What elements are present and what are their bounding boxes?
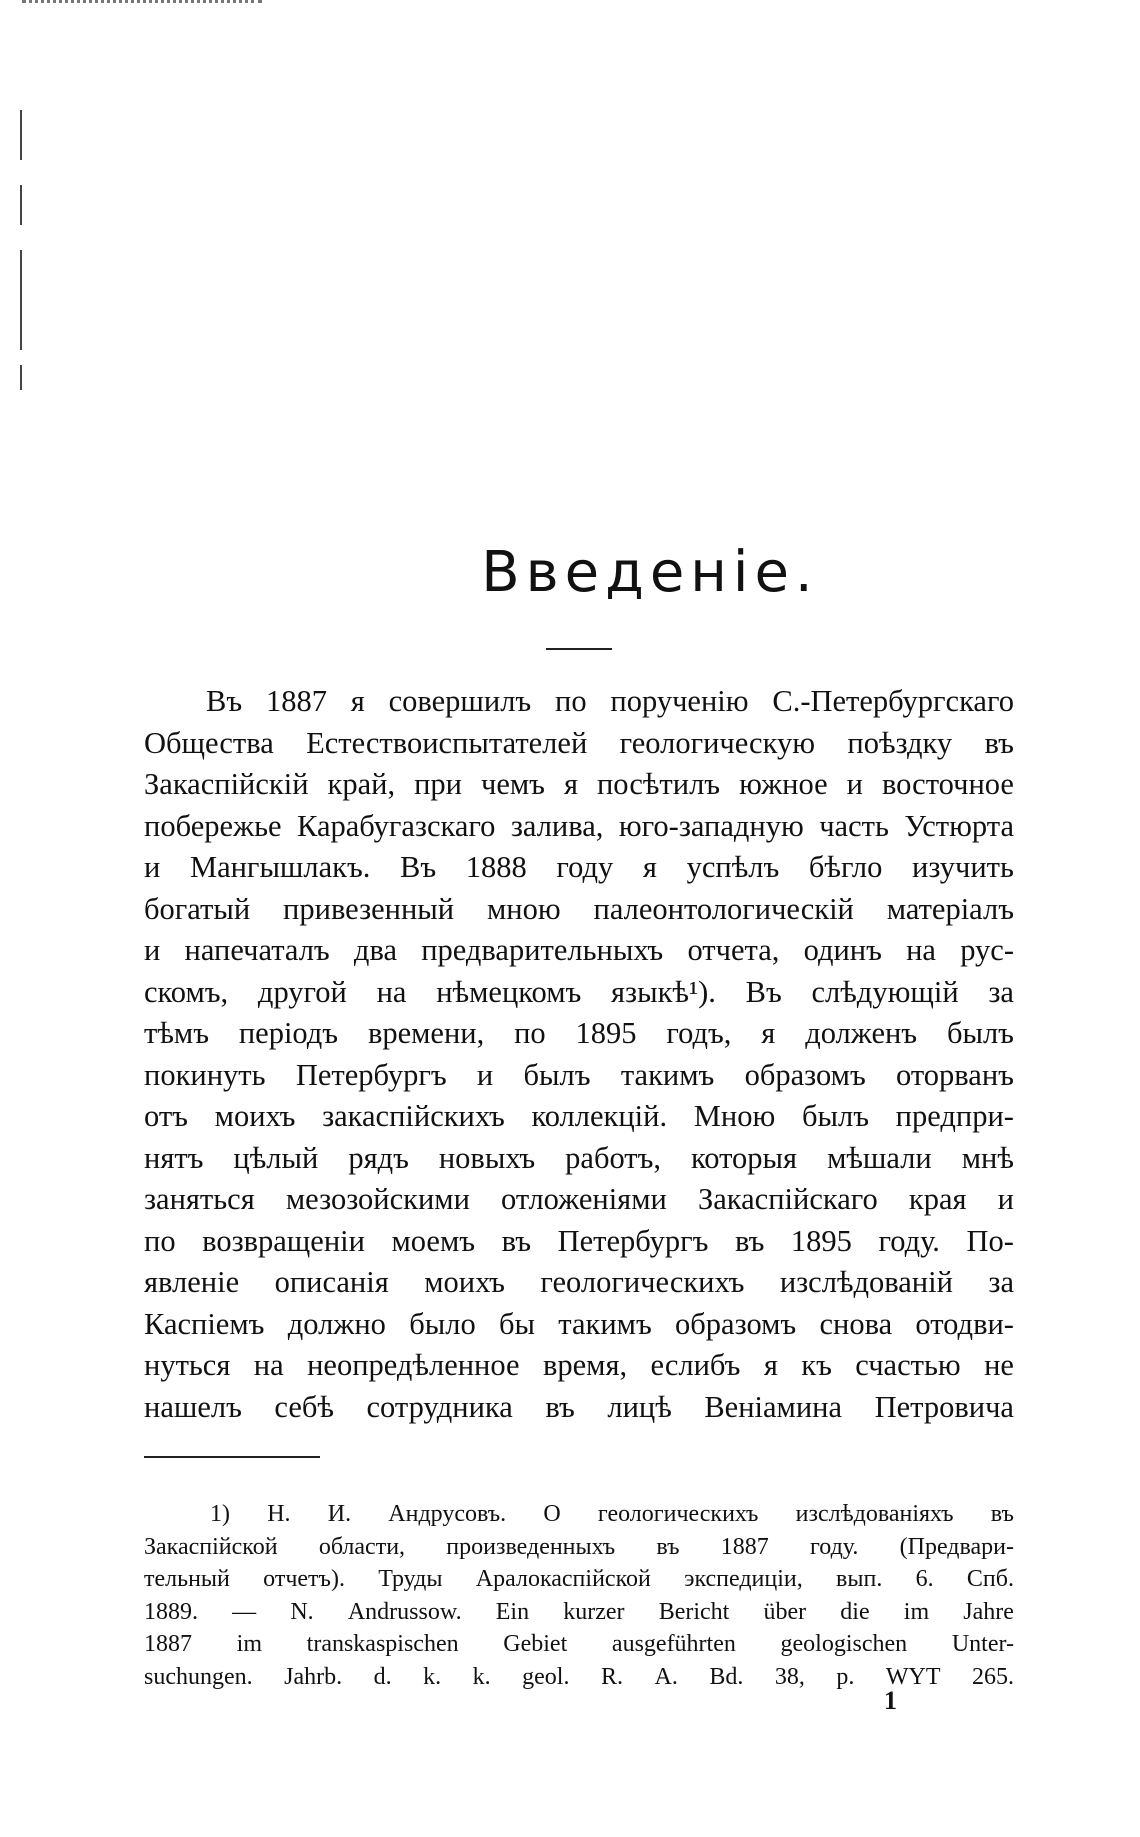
word: вып. <box>836 1566 883 1592</box>
word: С.-Петербургскаго <box>772 684 1014 718</box>
word: Карабугазскаго <box>297 808 496 843</box>
word: 265. <box>972 1663 1014 1690</box>
footnote-line <box>144 1531 1014 1564</box>
word: Въ <box>206 684 243 718</box>
word: Естествоиспытателей <box>306 725 588 760</box>
word: — <box>232 1598 257 1625</box>
word: не <box>984 1348 1014 1382</box>
word: восточное <box>881 767 1014 801</box>
word: цѣлый <box>233 1140 319 1175</box>
word: Устюрта <box>904 808 1014 843</box>
word: въ <box>656 1533 680 1560</box>
word: слѣдующій <box>811 974 959 1009</box>
word: Въ <box>745 974 782 1009</box>
footnote-line <box>144 1498 1014 1531</box>
word: 1887 <box>720 1533 769 1560</box>
word: kurzer <box>563 1598 625 1625</box>
word: описанія <box>274 1265 389 1299</box>
word: Аралокаспійской <box>475 1566 651 1592</box>
footnote-line <box>144 1596 1014 1629</box>
word: Jahre <box>963 1598 1014 1625</box>
title-divider <box>546 648 612 650</box>
text-line <box>144 1387 1014 1429</box>
text-line <box>144 1096 1014 1138</box>
word: закаспійскихъ <box>322 1099 505 1133</box>
word: отъ <box>144 1099 188 1133</box>
scan-left-rule <box>20 185 22 225</box>
word: бѣгло <box>808 850 883 884</box>
word: моихъ <box>214 1099 296 1133</box>
word: изслѣдованій <box>779 1265 953 1299</box>
word: юго-западную <box>618 808 804 843</box>
word: лицѣ <box>607 1389 672 1424</box>
text-line <box>144 1013 1014 1055</box>
word: geologischen <box>780 1631 908 1657</box>
word: k. <box>423 1663 442 1690</box>
text-line <box>144 1304 1014 1346</box>
word: Unter- <box>951 1631 1014 1657</box>
word: нашелъ <box>144 1389 242 1424</box>
word: на <box>376 974 407 1009</box>
word: мѣшали <box>827 1140 932 1175</box>
word: привезенный <box>283 891 455 926</box>
word: поѣздку <box>847 725 953 760</box>
word: году. <box>810 1533 859 1560</box>
word: снова <box>819 1306 893 1341</box>
text-line <box>144 1345 1014 1387</box>
text-line <box>144 681 1014 723</box>
text-line <box>144 930 1014 972</box>
word: Bd. <box>709 1663 744 1690</box>
scan-top-mark <box>22 0 262 9</box>
word: 1895 <box>575 1016 637 1050</box>
word: которыя <box>691 1140 798 1175</box>
word: явленіе <box>144 1265 240 1299</box>
word: я <box>642 850 657 884</box>
word: Закаспійскій <box>144 767 309 801</box>
word: мною <box>487 891 561 926</box>
word: Андрусовъ. <box>388 1501 507 1527</box>
word: совершилъ <box>388 684 532 718</box>
word: должно <box>287 1306 386 1341</box>
word: образомъ <box>744 1057 866 1092</box>
word: изслѣдованіяхъ <box>795 1501 954 1527</box>
word: за <box>988 974 1014 1009</box>
word: геологическихъ <box>597 1501 759 1527</box>
word: край, <box>327 767 396 801</box>
page-title: Введеніе. <box>481 540 819 605</box>
word: произведенныхъ <box>446 1533 616 1560</box>
word: Закаспійской <box>144 1533 278 1560</box>
text-line <box>144 1055 1014 1097</box>
word: въ <box>734 1223 765 1258</box>
footnote-line <box>144 1563 1014 1596</box>
word: Труды <box>378 1566 443 1592</box>
word: и <box>476 1057 494 1092</box>
word: себѣ <box>274 1389 334 1424</box>
word: годъ, <box>666 1016 732 1050</box>
word: p. <box>836 1663 855 1690</box>
word: 1887 <box>265 684 327 718</box>
word: тельный <box>144 1566 230 1592</box>
word: geol. <box>522 1663 570 1690</box>
word: возвращеніи <box>202 1223 365 1258</box>
word: образомъ <box>675 1306 797 1341</box>
word: изучить <box>912 850 1014 884</box>
word: чемъ <box>481 767 545 801</box>
word: моихъ <box>424 1265 505 1299</box>
word: языкѣ¹). <box>611 974 716 1009</box>
word: году. <box>878 1223 940 1258</box>
word: Bericht <box>658 1598 730 1625</box>
word: и <box>846 767 863 801</box>
word: Общества <box>144 725 274 760</box>
word: былъ <box>523 1057 591 1092</box>
word: экспедиціи, <box>684 1566 803 1592</box>
word: въ <box>990 1501 1014 1527</box>
word: и <box>144 933 161 967</box>
text-line <box>144 1179 1014 1221</box>
footnote-line <box>144 1628 1014 1661</box>
word: и <box>997 1182 1014 1216</box>
word: По- <box>966 1223 1014 1258</box>
word: въ <box>984 725 1014 760</box>
word: 1895 <box>790 1223 852 1258</box>
word: О <box>543 1501 561 1527</box>
word: suchungen. <box>144 1663 253 1690</box>
word: я <box>563 767 578 801</box>
word: коллекцій. <box>531 1099 668 1133</box>
word: 1) <box>210 1501 230 1527</box>
word: Каспіемъ <box>144 1306 265 1341</box>
word: N. <box>290 1598 314 1625</box>
word: былъ <box>801 1099 869 1133</box>
scan-left-rule <box>20 110 22 160</box>
word: отчетъ). <box>263 1566 345 1592</box>
word: Закаспійскаго <box>697 1182 878 1216</box>
word: края <box>908 1182 967 1216</box>
word: другой <box>257 974 347 1009</box>
text-line <box>144 723 1014 765</box>
word: 1889. <box>144 1598 198 1625</box>
word: мнѣ <box>961 1140 1014 1175</box>
word: по <box>555 684 587 718</box>
word: новыхъ <box>438 1140 536 1175</box>
word: порученію <box>610 684 749 718</box>
word: über <box>763 1598 807 1625</box>
word: отодви- <box>915 1306 1014 1341</box>
word: бы <box>498 1306 535 1341</box>
word: при <box>414 767 462 801</box>
word: Въ <box>400 850 437 884</box>
word: предпри- <box>895 1099 1014 1133</box>
word: успѣлъ <box>686 850 780 884</box>
word: WYT <box>885 1663 941 1690</box>
word: по <box>514 1016 546 1050</box>
text-line <box>144 972 1014 1014</box>
word: мезозойскими <box>285 1182 470 1216</box>
text-line <box>144 806 1014 848</box>
word: такимъ <box>620 1057 715 1092</box>
text-line <box>144 847 1014 889</box>
word: къ <box>801 1348 832 1382</box>
word: часть <box>819 808 889 843</box>
word: году <box>556 850 614 884</box>
word: Петровича <box>874 1389 1014 1424</box>
word: южное <box>739 767 828 801</box>
word: 1888 <box>465 850 527 884</box>
word: Петербургъ <box>295 1057 447 1092</box>
word: на <box>253 1348 284 1382</box>
word: нуться <box>144 1348 231 1382</box>
word: время, <box>542 1348 628 1382</box>
word: заняться <box>144 1182 255 1216</box>
word: за <box>988 1265 1014 1299</box>
footnote-divider <box>144 1456 320 1458</box>
word: Gebiet <box>503 1631 568 1657</box>
text-line <box>144 1138 1014 1180</box>
text-line <box>144 1221 1014 1263</box>
word: im <box>903 1598 930 1625</box>
word: работъ, <box>565 1140 662 1175</box>
word: Мангышлакъ. <box>189 850 371 884</box>
word: геологическую <box>619 725 816 760</box>
word: и <box>144 850 161 884</box>
word: отложеніями <box>501 1182 667 1216</box>
word: въ <box>501 1223 532 1258</box>
word: я <box>763 1348 778 1382</box>
word: Andrussow. <box>347 1598 462 1625</box>
word: (Предвари- <box>899 1533 1014 1560</box>
word: палеонтологическій <box>593 891 854 926</box>
word: напечаталъ <box>184 933 330 967</box>
body-paragraph <box>144 681 1014 1428</box>
word: счастью <box>855 1348 961 1382</box>
word: die <box>840 1598 870 1625</box>
word: Веніамина <box>704 1389 843 1424</box>
word: на <box>906 933 936 967</box>
word: Н. <box>267 1501 291 1527</box>
word: 6. <box>915 1566 934 1592</box>
word: по <box>144 1223 176 1258</box>
word: скомъ, <box>144 974 229 1009</box>
word: im <box>236 1631 262 1657</box>
word: такимъ <box>558 1306 652 1341</box>
text-line <box>144 889 1014 931</box>
word: было <box>409 1306 476 1341</box>
word: матеріалъ <box>886 891 1014 926</box>
word: A. <box>654 1663 678 1690</box>
word: transkaspischen <box>306 1631 459 1657</box>
word: рядъ <box>348 1140 409 1175</box>
word: Мною <box>693 1099 776 1133</box>
word: Jahrb. <box>284 1663 343 1690</box>
word: долженъ <box>805 1016 918 1050</box>
word: я <box>761 1016 776 1050</box>
word: моемъ <box>391 1223 476 1258</box>
word: ausgeführten <box>611 1631 736 1657</box>
word: R. <box>600 1663 623 1690</box>
word: Спб. <box>966 1566 1014 1592</box>
word: два <box>353 933 397 967</box>
word: одинъ <box>803 933 882 967</box>
word: былъ <box>946 1016 1014 1050</box>
word: посѣтилъ <box>596 767 721 801</box>
word: залива, <box>510 808 604 843</box>
word: я <box>350 684 365 718</box>
page-number: 1 <box>884 1686 897 1715</box>
word: побережье <box>144 808 282 843</box>
scan-left-rule <box>20 365 22 390</box>
text-line <box>144 1262 1014 1304</box>
word: покинуть <box>144 1057 266 1092</box>
word: тѣмъ <box>144 1016 209 1050</box>
word: сотрудника <box>366 1389 513 1424</box>
word: области, <box>318 1533 406 1560</box>
word: И. <box>327 1501 352 1527</box>
word: d. <box>373 1663 392 1690</box>
footnote <box>144 1498 1014 1693</box>
word: нятъ <box>144 1140 204 1175</box>
word: отчета, <box>687 933 780 967</box>
word: еслибъ <box>650 1348 741 1382</box>
word: k. <box>472 1663 491 1690</box>
word: геологическихъ <box>540 1265 745 1299</box>
word: въ <box>545 1389 575 1424</box>
scan-left-rule <box>20 250 22 350</box>
word: предварительныхъ <box>421 933 664 967</box>
word: времени, <box>367 1016 485 1050</box>
word: неопредѣленное <box>307 1348 520 1382</box>
word: 1887 <box>144 1631 192 1657</box>
word: Петербургъ <box>557 1223 709 1258</box>
word: періодъ <box>238 1016 339 1050</box>
text-line <box>144 764 1014 806</box>
word: оторванъ <box>896 1057 1014 1092</box>
word: богатый <box>144 891 251 926</box>
word: 38, <box>774 1663 805 1690</box>
word: нѣмецкомъ <box>436 974 582 1009</box>
word: рус- <box>960 933 1014 967</box>
word: Ein <box>495 1598 530 1625</box>
